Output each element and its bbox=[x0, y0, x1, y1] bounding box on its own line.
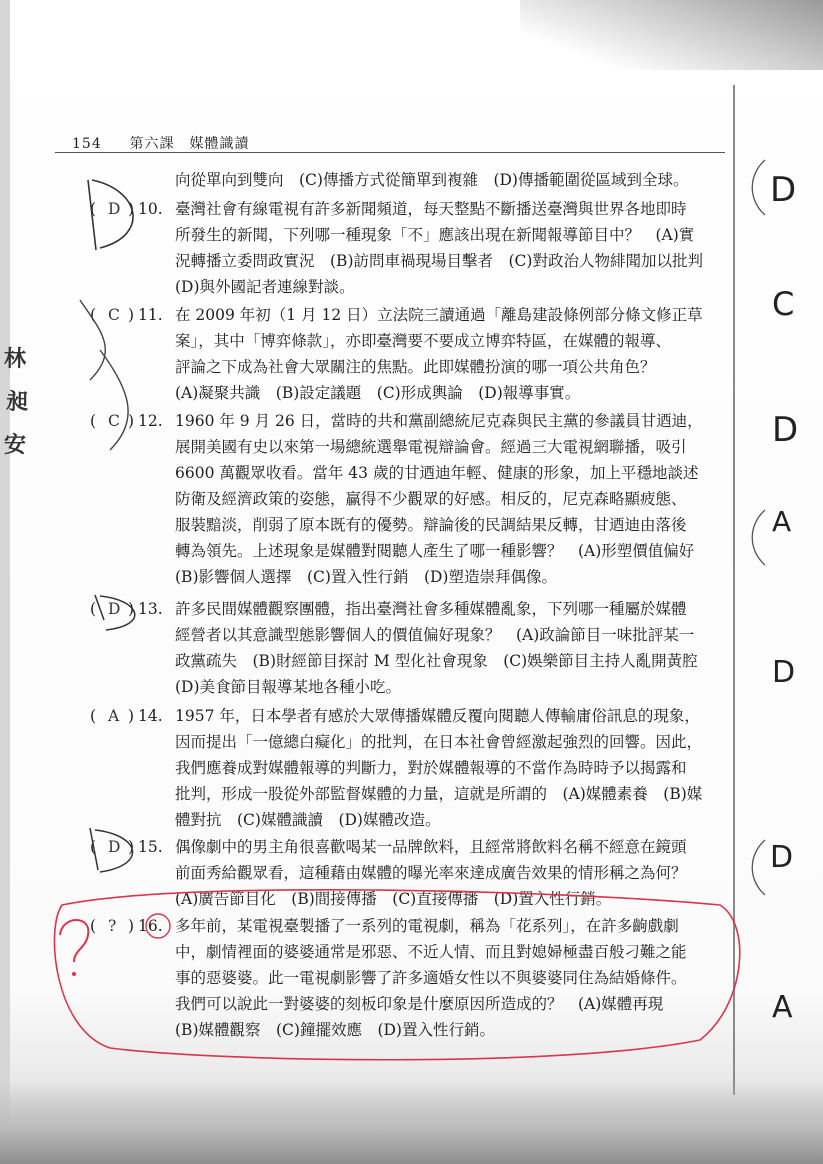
right-margin-mark: C bbox=[772, 285, 795, 323]
handwritten-answer: D bbox=[108, 600, 121, 618]
question-line: 批判，形成一股從外部監督媒體的力量，這就是所謂的 (A)媒體素養 (B)媒 bbox=[175, 785, 703, 803]
right-margin-paren bbox=[752, 160, 765, 215]
question-item: ( D ) 10. 臺灣社會有線電視有許多新聞頻道，每天整點不斷播送臺灣與世界各地即時 所發生的新聞，下列哪一種現象「不」應該出現在新聞報導節目中？ (A)實 況轉播立委問政實況 (B)訪問車禍現場目擊者 (C)對政治人物緋聞加以批判 (D)與外國記者連線對談。 bbox=[80, 196, 720, 300]
question-number: 16. bbox=[138, 917, 163, 935]
question-line: 事的惡婆婆。此一電視劇影響了許多適婚女性以不與婆婆同住為結婚條件。 bbox=[175, 969, 687, 987]
question-line: 展開美國有史以來第一場總統選舉電視辯論會。經過三大電視網聯播，吸引 bbox=[175, 438, 687, 456]
margin-name-char: 林 bbox=[4, 346, 27, 372]
question-number: 15. bbox=[138, 838, 163, 856]
right-margin-mark: D bbox=[770, 840, 794, 875]
question-line: 多年前，某電視臺製播了一系列的電視劇，稱為「花系列」，在許多齣戲劇 bbox=[175, 917, 679, 935]
right-margin-paren bbox=[752, 840, 765, 895]
question-line: 許多民間媒體觀察團體，指出臺灣社會多種媒體亂象，下列哪一種屬於媒體 bbox=[175, 600, 687, 618]
question-line: 前面秀給觀眾看，這種藉由媒體的曝光率來達成廣告效果的情形稱之為何？ bbox=[175, 864, 687, 882]
question-line: 中，劇情裡面的婆婆通常是邪惡、不近人情、而且對媳婦極盡百般刁難之能 bbox=[175, 943, 687, 961]
handwritten-answer: C bbox=[108, 412, 120, 430]
question-line: 所發生的新聞，下列哪一種現象「不」應該出現在新聞報導節目中？ (A)實 bbox=[175, 226, 695, 244]
question-line: 政黨疏失 (B)財經節目探討 M 型化社會現象 (C)娛樂節目主持人亂開黃腔 bbox=[175, 652, 698, 670]
handwritten-answer: A bbox=[108, 707, 120, 725]
question-line: 1960 年 9 月 26 日，當時的共和黨副總統尼克森與民主黨的參議員甘迺迪， bbox=[175, 412, 703, 430]
margin-name-char: 安 bbox=[4, 432, 27, 458]
handwritten-scribble bbox=[80, 300, 128, 450]
handwritten-answer: C bbox=[108, 306, 120, 324]
question-line: 評論之下成為社會大眾關注的焦點。此即媒體扮演的哪一項公共角色？ bbox=[175, 358, 656, 376]
question-number: 14. bbox=[138, 707, 163, 725]
red-question-mark bbox=[60, 920, 88, 962]
question-item: ( A ) 14. 1957 年，日本學者有感於大眾傳播媒體反覆向閱聽人傳輸庸俗訊息的現象， 因而提出「一億總白癡化」的批判，在日本社會曾經激起強烈的回響。因此， 我們應養成對媒體報導的判斷力，對於媒體報導的不當作為時時予以揭露和 批判，形成一股從外部監督媒體的力量，這就是所謂的 (A)媒體素養 (B)媒 體對抗 (C)媒體識讀 (D)媒體改造。 bbox=[80, 703, 720, 833]
question-line: 防衛及經濟政策的姿態，贏得不少觀眾的好感。相反的，尼克森略顯疲態、 bbox=[175, 490, 687, 508]
question-item: ( D ) 13. 許多民間媒體觀察團體，指出臺灣社會多種媒體亂象，下列哪一種屬於媒體 經營者以其意識型態影響個人的價值偏好現象？ (A)政論節目一味批評某一 政黨疏失 (B)財經節目探討 M 型化社會現象 (C)娛樂節目主持人亂開黃腔 (D)美食節目報導某地各種小吃。 bbox=[80, 596, 720, 700]
page-number: 154 bbox=[72, 136, 102, 152]
right-margin-mark: D bbox=[772, 410, 799, 450]
right-margin-mark: D bbox=[770, 170, 797, 210]
handwritten-d-mark bbox=[90, 828, 133, 872]
question-line: 臺灣社會有線電視有許多新聞頻道，每天整點不斷播送臺灣與世界各地即時 bbox=[175, 200, 687, 218]
right-margin-mark: D bbox=[772, 655, 796, 690]
question-line: 6600 萬觀眾收看。當年 43 歲的甘迺迪年輕、健康的形象，加上平穩地談述 bbox=[175, 464, 699, 482]
red-number-circle bbox=[146, 914, 170, 938]
right-margin-mark: A bbox=[772, 990, 793, 1025]
question-number: 10. bbox=[138, 200, 163, 218]
question-line: 偶像劇中的男主角很喜歡喝某一品牌飲料，且經常將飲料名稱不經意在鏡頭 bbox=[175, 838, 687, 856]
handwritten-answer: D bbox=[108, 200, 121, 218]
question-line: 我們應養成對媒體報導的判斷力，對於媒體報導的不當作為時時予以揭露和 bbox=[175, 759, 687, 777]
question-line: 經營者以其意識型態影響個人的價值偏好現象？ (A)政論節目一味批評某一 bbox=[175, 626, 695, 644]
question-line: (D)與外國記者連線對談。 bbox=[175, 278, 355, 296]
question-number: 13. bbox=[138, 600, 163, 618]
question-line: (B)媒體觀察 (C)鐘擺效應 (D)置入性行銷。 bbox=[175, 1021, 495, 1039]
question-line: (B)影響個人選擇 (C)置入性行銷 (D)塑造崇拜偶像。 bbox=[175, 568, 557, 586]
right-margin-paren bbox=[752, 510, 765, 565]
question-number: 11. bbox=[138, 306, 163, 324]
question-line: 因而提出「一億總白癡化」的批判，在日本社會曾經激起強烈的回響。因此， bbox=[175, 733, 703, 751]
question-line: (A)廣告節目化 (B)間接傳播 (C)直接傳播 (D)置入性行銷。 bbox=[175, 890, 612, 908]
right-margin-mark: A bbox=[772, 505, 792, 538]
handwritten-answer: ? bbox=[108, 917, 117, 935]
margin-name-char: 昶 bbox=[6, 389, 29, 415]
question-item: ( C ) 12. 1960 年 9 月 26 日，當時的共和黨副總統尼克森與民主黨的參議員甘迺迪， 展開美國有史以來第一場總統選舉電視辯論會。經過三大電視網聯播，吸引 6600 萬觀眾收看。當年 43 歲的甘迺迪年輕、健康的形象，加上平穩地談述 防衛及經濟政策的姿態，贏得不少觀眾的好感。相反的，尼克森略顯疲態、 服裝黯淡，削弱了原本既有的優勢。辯論後的民調結果反轉，甘迺迪由落後 轉為領先。上述現象是媒體對閱聽人產生了哪一種影響？ (A)形塑價值偏好 (B)影響個人選擇 (C)置入性行銷 (D)塑造崇拜偶像。 bbox=[80, 408, 720, 590]
question-line: 我們可以說此一對婆婆的刻板印象是什麼原因所造成的？ (A)媒體再現 bbox=[175, 995, 664, 1013]
question-item: ( C ) 11. 在 2009 年初（1 月 12 日）立法院三讀通過「離島建設條例部分條文修正草 案」，其中「博弈條款」，亦即臺灣要不要成立博弈特區，在媒體的報導、 評論之下成為社會大眾關注的焦點。此即媒體扮演的哪一項公共角色？ (A)凝聚共識 (B)設定議題 (C)形成輿論 (D)報導事實。 bbox=[80, 302, 720, 406]
question-item: ( D ) 15. 偶像劇中的男主角很喜歡喝某一品牌飲料，且經常將飲料名稱不經意在鏡頭 前面秀給觀眾看，這種藉由媒體的曝光率來達成廣告效果的情形稱之為何？ (A)廣告節目化 (B)間接傳播 (C)直接傳播 (D)置入性行銷。 bbox=[80, 834, 720, 912]
question-number: 12. bbox=[138, 412, 163, 430]
chapter-title: 第六課 媒體識讀 bbox=[129, 136, 250, 152]
red-question-dot bbox=[72, 972, 76, 976]
handwritten-answer: D bbox=[108, 838, 121, 856]
question-line: 案」，其中「博弈條款」，亦即臺灣要不要成立博弈特區，在媒體的報導、 bbox=[175, 332, 672, 350]
question-line: (A)凝聚共識 (B)設定議題 (C)形成輿論 (D)報導事實。 bbox=[175, 384, 581, 402]
question-line: 轉為領先。上述現象是媒體對閱聽人產生了哪一種影響？ (A)形塑價值偏好 bbox=[175, 542, 695, 560]
handwritten-d-mark bbox=[95, 595, 135, 630]
question-9-continuation: 向從單向到雙向 (C)傳播方式從簡單到複雜 (D)傳播範圍從區域到全球。 bbox=[175, 171, 689, 189]
question-line: 1957 年，日本學者有感於大眾傳播媒體反覆向閱聽人傳輸庸俗訊息的現象， bbox=[175, 707, 700, 725]
red-circle-annotation bbox=[54, 890, 739, 1060]
question-line: 體對抗 (C)媒體識讀 (D)媒體改造。 bbox=[175, 811, 441, 829]
question-line: 服裝黯淡，削弱了原本既有的優勢。辯論後的民調結果反轉，甘迺迪由落後 bbox=[175, 516, 687, 534]
question-line: (D)美食節目報導某地各種小吃。 bbox=[175, 678, 402, 696]
question-line: 況轉播立委問政實況 (B)訪問車禍現場目擊者 (C)對政治人物緋聞加以批判 bbox=[175, 252, 703, 270]
question-item: ( ? ) 16. 多年前，某電視臺製播了一系列的電視劇，稱為「花系列」，在許多齣戲劇 中，劇情裡面的婆婆通常是邪惡、不近人情、而且對媳婦極盡百般刁難之能 事的惡婆婆。此一電視劇影響了許多適婚女性以不與婆婆同住為結婚條件。 我們可以說此一對婆婆的刻板印象是什麼原因所造成的？ (A)媒體再現 (B)媒體觀察 (C)鐘擺效應 (D)置入性行銷。 bbox=[80, 913, 720, 1043]
handwritten-d-mark bbox=[88, 180, 133, 250]
question-line: 在 2009 年初（1 月 12 日）立法院三讀通過「離島建設條例部分條文修正草 bbox=[175, 306, 703, 324]
